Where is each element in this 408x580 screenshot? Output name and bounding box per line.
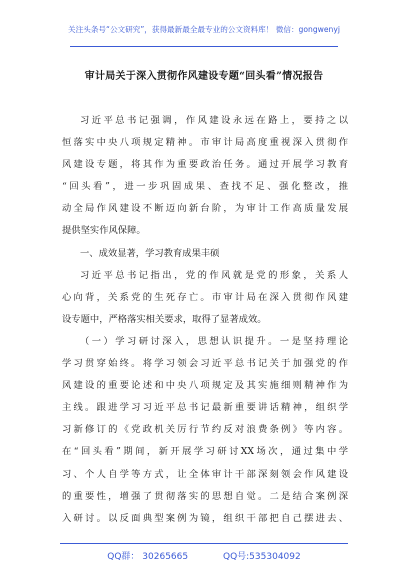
footer-qq-group: QQ群： 30265665 <box>107 552 189 562</box>
footer-contacts <box>0 549 408 562</box>
paragraph-line: 习新修订的《党政机关厉行节约反对浪费条例》等内容。 <box>62 424 348 436</box>
paragraph-line: 恒落实中央八项规定精神。市审计局高度重视深入贯彻作 <box>62 137 348 149</box>
header-divider <box>70 46 338 47</box>
paragraph-line: 习近平总书记强调，作风建设永远在路上，要持之以 <box>80 115 348 126</box>
paragraph-line: “回头看”，进一步巩固成果、查找不足、强化整改，推 <box>62 181 348 193</box>
paragraph-line: 风建设的重要论述和中央八项规定及其实施细则精神作为 <box>62 380 348 392</box>
paragraph-line: 入研讨。以反面典型案例为镜，组织干部把自己摆进去、 <box>62 512 348 524</box>
paragraph-line: 风建设专题，将其作为重要政治任务。通过开展学习教育 <box>62 159 348 171</box>
paragraph-line: 主线。跟进学习习近平总书记最新重要讲话精神，组织学 <box>62 402 348 414</box>
paragraph-line: （一）学习研讨深入，思想认识提升。一是坚持理论 <box>80 335 348 347</box>
paragraph-line: 设专题中，严格落实相关要求，取得了显著成效。 <box>62 313 267 325</box>
footer-divider <box>60 543 348 544</box>
paragraph-line: 动全局作风建设不断迈向新台阶，为审计工作高质量发展 <box>62 203 348 215</box>
paragraph-line: 在“回头看”期间，新开展学习研讨XX场次，通过集中学 <box>62 446 348 458</box>
header-promo-text: 关注头条号“公文研究”，获得最新最全最专业的公文资料库！ 微信：gongwenyj <box>68 25 340 34</box>
section-heading: 一、成效显著，学习教育成果丰硕 <box>80 247 220 259</box>
footer-qq-number: QQ号:535304092 <box>222 552 301 562</box>
paragraph-line: 提供坚实作风保障。 <box>62 225 146 237</box>
document-body <box>62 110 348 530</box>
paragraph-line: 心向背，关系党的生死存亡。市审计局在深入贯彻作风建 <box>62 291 348 303</box>
paragraph-line: 习近平总书记指出，党的作风就是党的形象，关系人 <box>80 269 348 281</box>
paragraph-line: 习、个人自学等方式，让全体审计干部深刻领会作风建设 <box>62 468 348 480</box>
document-title: 审计局关于深入贯彻作风建设专题“回头看”情况报告 <box>84 71 324 82</box>
paragraph-line: 学习贯穿始终。将学习领会习近平总书记关于加强党的作 <box>62 358 348 370</box>
paragraph-line: 的重要性，增强了贯彻落实的思想自觉。二是结合案例深 <box>62 490 348 502</box>
